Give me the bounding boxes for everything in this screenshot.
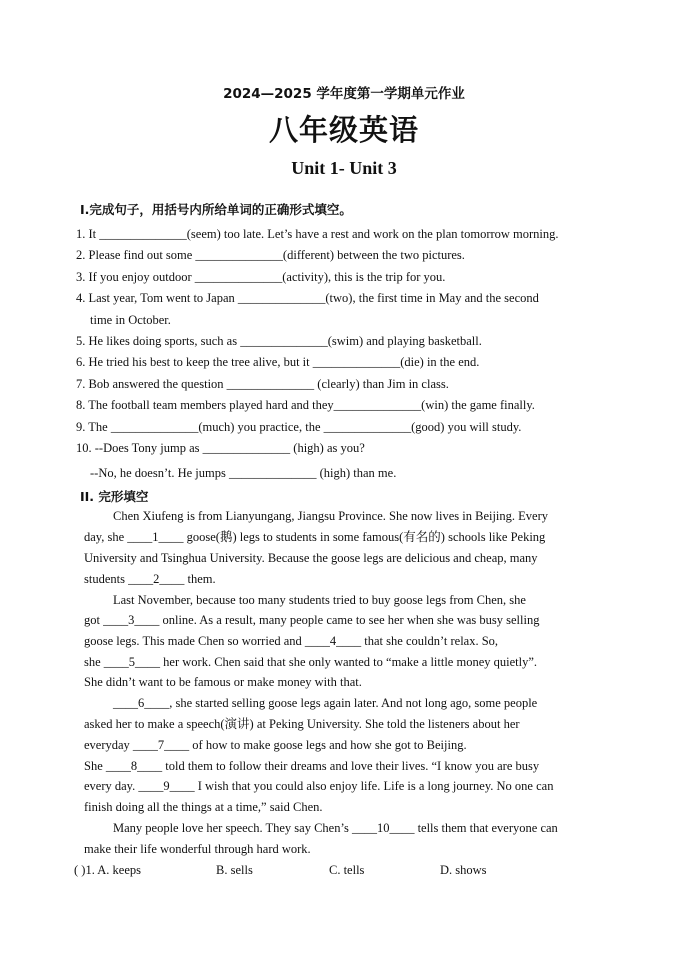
choice-option-c: C. tells [329, 863, 365, 877]
question-item-continuation: --No, he doesn’t. He jumps ______________ (high) than me. [90, 466, 397, 480]
question-item: 10. --Does Tony jump as ______________ (high) as you? [76, 441, 365, 455]
passage-line: ____6____, she started selling goose legs again later. And not long ago, some people [113, 696, 538, 710]
question-item: 2. Please find out some ______________(different) between the two pictures. [76, 248, 465, 262]
passage-line: everyday ____7____ of how to make goose legs and how she got to Beijing. [84, 738, 467, 752]
passage-line: University and Tsinghua University. Because the goose legs are delicious and cheap, many [84, 551, 538, 565]
question-item-continuation: time in October. [90, 313, 171, 327]
passage-line: Many people love her speech. They say Chen’s ____10____ tells them that everyone can [113, 821, 558, 835]
choice-question-1: ( )1. A. keeps [74, 863, 141, 877]
passage-line: She didn’t want to be famous or make money with that. [84, 675, 362, 689]
question-item: 9. The ______________(much) you practice, the ______________(good) you will study. [76, 420, 522, 434]
passage-line: students ____2____ them. [84, 572, 216, 586]
question-item: 5. He likes doing sports, such as ______________(swim) and playing basketball. [76, 334, 482, 348]
passage-line: finish doing all the things at a time,” said Chen. [84, 800, 323, 814]
term-title: 2024—2025 学年度第一学期单元作业 [223, 86, 465, 102]
choice-option-d: D. shows [440, 863, 487, 877]
unit-range-title: Unit 1- Unit 3 [291, 158, 397, 178]
passage-line: She ____8____ told them to follow their dreams and love their lives. “I know you are busy [84, 759, 540, 773]
question-item: 6. He tried his best to keep the tree alive, but it ______________(die) in the end. [76, 355, 480, 369]
passage-line: Chen Xiufeng is from Lianyungang, Jiangsu Province. She now lives in Beijing. Every [113, 509, 549, 523]
question-item: 1. It ______________(seem) too late. Let’s have a rest and work on the plan tomorrow morning. [76, 227, 559, 241]
question-item: 4. Last year, Tom went to Japan ______________(two), the first time in May and the second [76, 291, 539, 305]
section1-title: Ⅰ.完成句子，用括号内所给单词的正确形式填空。 [80, 202, 352, 217]
passage-line: asked her to make a speech(演讲) at Peking University. She told the listeners about her [84, 717, 520, 731]
section2-title: II. 完形填空 [80, 489, 149, 504]
question-item: 3. If you enjoy outdoor ______________(activity), this is the trip for you. [76, 270, 446, 284]
passage-line: day, she ____1____ goose(鹅) legs to students in some famous(有名的) schools like Peking [84, 530, 546, 544]
passage-line: got ____3____ online. As a result, many people came to see her when she was busy selling [84, 613, 540, 627]
passage-line: goose legs. This made Chen so worried and ____4____ that she couldn’t relax. So, [84, 634, 499, 648]
passage-line: make their life wonderful through hard work. [84, 842, 311, 856]
question-item: 7. Bob answered the question ______________ (clearly) than Jim in class. [76, 377, 449, 391]
subject-title: 八年级英语 [268, 113, 419, 147]
question-item: 8. The football team members played hard and they______________(win) the game finally. [76, 398, 535, 412]
passage-line: Last November, because too many students tried to buy goose legs from Chen, she [113, 593, 526, 607]
passage-line: she ____5____ her work. Chen said that she only wanted to “make a little money quietly”. [84, 655, 538, 669]
choice-option-b: B. sells [216, 863, 253, 877]
passage-line: every day. ____9____ I wish that you could also enjoy life. Life is a long journey. No one can [84, 779, 554, 793]
